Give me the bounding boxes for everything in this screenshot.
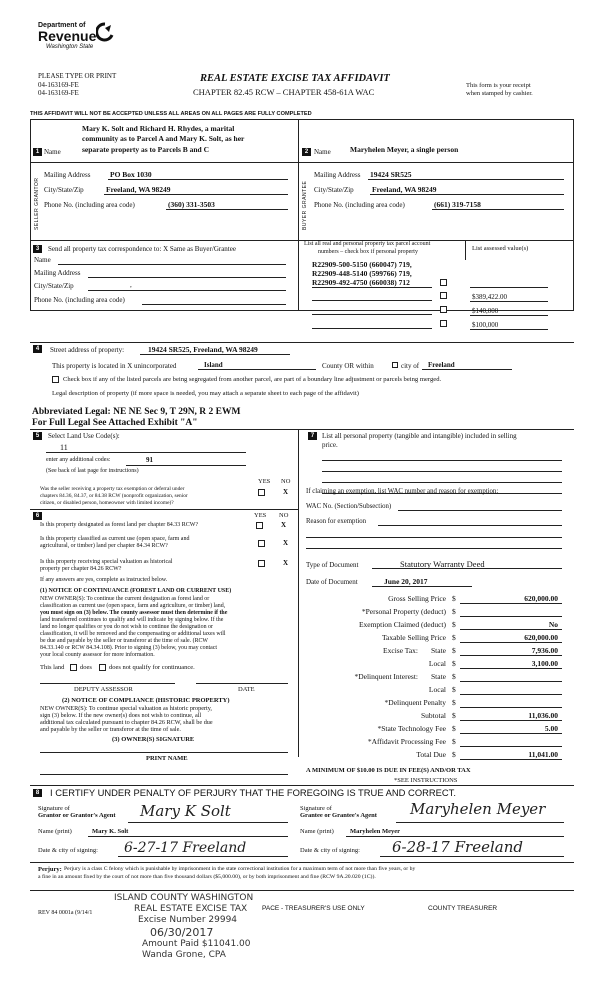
tax-row-value[interactable]: 5.00 bbox=[544, 724, 558, 733]
tax-row-value[interactable]: 3,100.00 bbox=[531, 659, 558, 668]
notice2-line: NEW OWNER(S): To continue special valuation as historic property, bbox=[40, 705, 212, 712]
parties-divider bbox=[298, 119, 299, 240]
tax-row-label: *Personal Property (deduct) bbox=[361, 607, 446, 616]
grantor-sig-of: Signature of bbox=[38, 805, 70, 812]
tax-row-value[interactable]: 620,000.00 bbox=[524, 594, 558, 603]
buyer-mail-label: Mailing Address bbox=[314, 171, 361, 179]
form-code-1: 04-163169-FE bbox=[38, 81, 79, 89]
tax-row-sub: State bbox=[431, 646, 446, 655]
s3-phone-label: Phone No. (including area code) bbox=[34, 296, 125, 304]
tax-row-label: Subtotal bbox=[420, 711, 446, 720]
correspondence-label: Send all property tax correspondence to: X Same as Buyer/Grantee bbox=[48, 245, 236, 253]
tax-row-label: Gross Selling Price bbox=[388, 594, 446, 603]
s3-mail-label: Mailing Address bbox=[34, 269, 81, 277]
perjury-text-2: a fine in an amount fixed by the court of not more than five thousand dollars ($5,000.00), or by both imprisonment and fine (RCW 9A.20.020 (1C)). bbox=[38, 874, 376, 880]
full-legal-note: For Full Legal See Attached Exhibit "A" bbox=[32, 418, 198, 428]
land-use-code[interactable]: 11 bbox=[60, 443, 68, 452]
historic-question-2: property per chapter 84.26 RCW? bbox=[40, 566, 122, 572]
segregated-checkbox[interactable] bbox=[52, 376, 59, 383]
county-label: County OR within bbox=[322, 362, 374, 370]
does-not-checkbox[interactable] bbox=[99, 664, 106, 671]
seller-phone-label: Phone No. (including area code) bbox=[44, 201, 135, 209]
tax-currency: $ bbox=[452, 659, 456, 668]
exemption-yes-checkbox[interactable] bbox=[258, 489, 265, 496]
tax-row-label: Total Due bbox=[416, 750, 446, 759]
seller-mail[interactable]: PO Box 1030 bbox=[110, 170, 152, 179]
logo-line1: Department of bbox=[38, 22, 86, 29]
tax-row-value[interactable]: No bbox=[548, 620, 558, 629]
doc-type-value[interactable]: Statutory Warranty Deed bbox=[400, 559, 485, 569]
tax-currency: $ bbox=[452, 620, 456, 629]
exemption-question-2: chapters 84.36, 84.37, or 84.38 RCW (nonprofit organization, senior bbox=[40, 493, 188, 499]
grantee-name-print[interactable]: Maryhelen Meyer bbox=[350, 828, 400, 835]
historic-yes-checkbox[interactable] bbox=[258, 560, 265, 567]
receipt-note-2: when stamped by cashier. bbox=[466, 90, 533, 97]
parcel-header-2: numbers – check box if personal property bbox=[318, 249, 418, 255]
forest-no-answer[interactable]: X bbox=[281, 521, 287, 529]
yes-header: YES bbox=[258, 478, 271, 485]
assessed-value-1[interactable]: $389,422.00 bbox=[472, 293, 507, 301]
grantor-signature[interactable]: Mary K Solt bbox=[140, 802, 231, 820]
grantee-name-label: Name (print) bbox=[300, 828, 334, 835]
tax-currency: $ bbox=[452, 750, 456, 759]
stamp-line: Amount Paid $11041.00 bbox=[142, 939, 251, 949]
tax-currency: $ bbox=[452, 672, 456, 681]
parcel-2[interactable]: R22909-448-5140 (599766) 719, bbox=[312, 269, 412, 278]
buyer-city-label: City/State/Zip bbox=[314, 186, 354, 194]
s3-city-label: City/State/Zip bbox=[34, 282, 74, 290]
stamp-line: Excise Number 29994 bbox=[138, 915, 238, 925]
section-number: 5 bbox=[33, 432, 42, 440]
parties-hline bbox=[30, 162, 574, 163]
section-number: 2 bbox=[302, 148, 311, 156]
street-address[interactable]: 19424 SR525, Freeland, WA 98249 bbox=[148, 345, 258, 354]
notice1-line: classification, it will be removed and the compensating or additional taxes will bbox=[40, 631, 226, 637]
buyer-mail[interactable]: 19424 SR525 bbox=[370, 170, 412, 179]
parcel-checkbox[interactable] bbox=[440, 320, 447, 327]
parcel-checkbox[interactable] bbox=[440, 306, 447, 313]
this-land-label: This land bbox=[40, 664, 65, 671]
current-use-question-2: agricultural, or timber) land per chapter 84.34 RCW? bbox=[40, 543, 168, 549]
segregated-label: Check box if any of the listed parcels are being segregated from another parcel, are part of a boundary line adjustment or parcels being merged. bbox=[63, 376, 442, 383]
seller-name-label: Name bbox=[44, 148, 61, 156]
current-use-yes-checkbox[interactable] bbox=[258, 540, 265, 547]
additional-codes-label: enter any additional codes: bbox=[46, 457, 111, 463]
city-of-checkbox[interactable] bbox=[392, 362, 398, 368]
reason-label: Reason for exemption bbox=[306, 518, 367, 525]
print-name-label: PRINT NAME bbox=[146, 755, 188, 762]
no-header: NO bbox=[281, 478, 291, 485]
grantee-date-city[interactable]: 6-28-17 Freeland bbox=[392, 838, 523, 856]
owner-signature-label: (3) OWNER(S) SIGNATURE bbox=[112, 736, 195, 743]
notice1-line: be due and payable by the seller or transferor at the time of sale. (RCW bbox=[40, 638, 208, 644]
notice1-line: NEW OWNER(S): To continue the current designation as forest land or bbox=[40, 596, 210, 602]
notice2-line: sign (3) below. If the new owner(s) does not wish to continue, all bbox=[40, 712, 202, 719]
section-number: 6 bbox=[33, 512, 42, 520]
grantor-date-label: Date & city of signing: bbox=[38, 847, 98, 854]
section-number: 7 bbox=[308, 432, 317, 440]
parcel-checkbox[interactable] bbox=[440, 279, 447, 286]
street-label: Street address of property: bbox=[50, 346, 125, 354]
revenue-logo-icon bbox=[96, 22, 114, 42]
perjury-text-1: Perjury is a class C felony which is punishable by imprisonment in the state correctional institution for a maximum term of not more than five years, or by bbox=[64, 866, 416, 872]
tax-currency: $ bbox=[452, 737, 456, 746]
buyer-phone[interactable]: (661) 319-7158 bbox=[434, 200, 481, 209]
buyer-side-label: BUYER GRANTEE bbox=[302, 180, 308, 230]
perjury-label: Perjury: bbox=[38, 866, 62, 873]
tax-currency: $ bbox=[452, 633, 456, 642]
page-subtitle: CHAPTER 82.45 RCW – CHAPTER 458-61A WAC bbox=[193, 87, 375, 97]
county-treasurer-label: COUNTY TREASURER bbox=[428, 905, 498, 912]
section-number: 3 bbox=[33, 245, 42, 253]
notice1-line: 84.33.140 or RCW 84.34.108). Prior to signing (3) below, you may contact bbox=[40, 645, 218, 651]
exemption-no-answer[interactable]: X bbox=[283, 488, 289, 496]
buyer-phone-label: Phone No. (including area code) bbox=[314, 201, 405, 209]
yes-header: YES bbox=[254, 512, 267, 519]
grantee-date-label: Date & city of signing: bbox=[300, 847, 360, 854]
tax-row-sub: State bbox=[431, 672, 446, 681]
notice1-line: you must sign on (3) below. The county assessor must then determine if the bbox=[40, 610, 228, 616]
assessed-value-3[interactable]: $100,000 bbox=[472, 321, 499, 329]
parcel-3[interactable]: R22909-492-4750 (660038) 712 bbox=[312, 278, 410, 287]
land-use-label: Select Land Use Code(s): bbox=[48, 432, 120, 440]
stamp-line: REAL ESTATE EXCISE TAX bbox=[134, 904, 248, 914]
tax-row-label: *State Technology Fee bbox=[377, 724, 446, 733]
current-use-question-1: Is this property classified as current use (open space, farm and bbox=[40, 536, 190, 542]
county-value[interactable]: Island bbox=[204, 361, 223, 369]
stamp-line: 06/30/2017 bbox=[150, 926, 214, 939]
notice2-line: additional tax calculated pursuant to chapter 84.26 RCW, shall be due bbox=[40, 719, 213, 726]
tax-row-label: *Delinquent Penalty bbox=[384, 698, 446, 707]
grantor-name-label: Name (print) bbox=[38, 828, 72, 835]
grantee-signature[interactable]: Maryhelen Meyer bbox=[410, 800, 546, 818]
doc-date-label: Date of Document bbox=[306, 578, 358, 586]
tax-row-label: Taxable Selling Price bbox=[381, 633, 446, 642]
grantee-sig-of: Signature of bbox=[300, 805, 332, 812]
tax-currency: $ bbox=[452, 711, 456, 720]
parcel-1[interactable]: R22909-500-5150 (660047) 719, bbox=[312, 260, 412, 269]
stamp-line: Wanda Grone, CPA bbox=[142, 950, 226, 960]
tax-row-value[interactable]: 11,036.00 bbox=[528, 711, 558, 720]
seller-city[interactable]: Freeland, WA 98249 bbox=[106, 185, 171, 194]
exemption-claim-label: If claiming an exemption, list WAC number and reason for exemption: bbox=[306, 488, 499, 495]
tax-row-sub: Local bbox=[428, 659, 446, 668]
tax-row-sub: Local bbox=[428, 685, 446, 694]
notice1-line: your local county assessor for more information. bbox=[40, 652, 155, 658]
receipt-note-1: This form is your receipt bbox=[466, 82, 531, 89]
seller-name-2: community as to Parcel A and Mary K. Solt, as her bbox=[82, 134, 245, 143]
logo-line2: Revenue bbox=[38, 28, 97, 44]
forest-question: Is this property designated as forest land per chapter 84.33 RCW? bbox=[40, 522, 199, 528]
seller-city-label: City/State/Zip bbox=[44, 186, 84, 194]
doc-type-label: Type of Document bbox=[306, 561, 359, 569]
does-label: does bbox=[80, 664, 92, 671]
assessed-value-2[interactable]: $140,000 bbox=[472, 307, 499, 315]
stamp-line: ISLAND COUNTY WASHINGTON bbox=[114, 893, 254, 903]
wac-label: WAC No. (Section/Subsection) bbox=[306, 503, 392, 510]
parcel-checkbox[interactable] bbox=[440, 292, 447, 299]
does-checkbox[interactable] bbox=[70, 664, 77, 671]
tax-row-value[interactable]: 7,936.00 bbox=[531, 646, 558, 655]
current-use-no-answer[interactable]: X bbox=[283, 539, 289, 547]
tax-row-label: *Delinquent Interest: bbox=[354, 672, 418, 681]
historic-no-answer[interactable]: X bbox=[283, 559, 289, 567]
no-header: NO bbox=[279, 512, 289, 519]
parties-hline2 bbox=[30, 240, 574, 241]
tax-currency: $ bbox=[452, 724, 456, 733]
notice1-line: land no longer qualifies or you do not wish to continue the designation or bbox=[40, 624, 213, 630]
if-yes-note: If any answers are yes, complete as instructed below. bbox=[40, 577, 168, 583]
legal-description-label: Legal description of property (if more space is needed, you may attach a separate sheet to each page of the affidavit) bbox=[52, 390, 359, 397]
date-label: DATE bbox=[238, 686, 255, 693]
grantor-name-print[interactable]: Mary K. Solt bbox=[92, 828, 129, 835]
personal-property-label-1: List all personal property (tangible and intangible) included in selling bbox=[322, 432, 517, 440]
doc-date-value[interactable]: June 20, 2017 bbox=[384, 577, 428, 586]
see-back: (See back of last page for instructions) bbox=[46, 468, 139, 474]
seller-side-label: SELLER GRANTOR bbox=[34, 177, 40, 230]
logo-line3: Washington State bbox=[46, 44, 94, 50]
additional-codes[interactable]: 91 bbox=[146, 456, 153, 464]
s3-name-label: Name bbox=[34, 256, 51, 264]
tax-currency: $ bbox=[452, 607, 456, 616]
notice2-line: and payable by the seller or transferor at the time of sale. bbox=[40, 726, 181, 733]
warning-banner: THIS AFFIDAVIT WILL NOT BE ACCEPTED UNLESS ALL AREAS ON ALL PAGES ARE FULLY COMPLETED bbox=[30, 111, 312, 117]
exemption-question-3: citizen, or disabled person, homeowner with limited income)? bbox=[40, 500, 174, 506]
section-number: 8 bbox=[33, 789, 42, 797]
grantor-date-city[interactable]: 6-27-17 Freeland bbox=[124, 840, 247, 856]
buyer-name[interactable]: Maryhelen Meyer, a single person bbox=[350, 145, 459, 154]
seller-phone[interactable]: (360) 331-3503 bbox=[168, 200, 215, 209]
tax-row-label: Exemption Claimed (deduct) bbox=[358, 620, 446, 629]
parcel-header-1: List all real and personal property tax parcel account bbox=[304, 241, 431, 247]
section-number: 4 bbox=[33, 345, 42, 353]
seller-mail-label: Mailing Address bbox=[44, 171, 91, 179]
minimum-due-note: A MINIMUM OF $10.00 IS DUE IN FEE(S) AND/OR TAX bbox=[306, 767, 471, 774]
does-not-label: does not qualify for continuance. bbox=[109, 664, 195, 671]
exemption-question-1: Was the seller receiving a property tax exemption or deferral under bbox=[40, 486, 185, 492]
abbreviated-legal: Abbreviated Legal: NE NE Sec 9, T 29N, R 2 EWM bbox=[32, 407, 241, 417]
tax-currency: $ bbox=[452, 698, 456, 707]
notice2-title: (2) NOTICE OF COMPLIANCE (HISTORIC PROPERTY) bbox=[62, 697, 230, 704]
rev-code: REV 84 0001a (9/14/1 bbox=[38, 910, 93, 916]
city-of-label: city of bbox=[401, 362, 420, 370]
tax-currency: $ bbox=[452, 646, 456, 655]
deputy-assessor-label: DEPUTY ASSESSOR bbox=[74, 686, 133, 693]
city-value[interactable]: Freeland bbox=[428, 361, 455, 369]
tax-currency: $ bbox=[452, 685, 456, 694]
forest-yes-checkbox[interactable] bbox=[256, 522, 263, 529]
certify-statement: I CERTIFY UNDER PENALTY OF PERJURY THAT THE FOREGOING IS TRUE AND CORRECT. bbox=[50, 787, 456, 798]
treasurer-use-label: PACE - TREASURER'S USE ONLY bbox=[262, 905, 365, 912]
notice1-title: (1) NOTICE OF CONTINUANCE (FOREST LAND OR CURRENT USE) bbox=[40, 588, 232, 594]
form-code-2: 04-163169-FE bbox=[38, 89, 79, 97]
tax-row-value[interactable]: 11,041.00 bbox=[528, 750, 558, 759]
notice1-line: land transferred continues to qualify and will indicate by signing below. If the bbox=[40, 617, 224, 623]
assessed-header: List assessed value(s) bbox=[472, 245, 529, 252]
grantor-agent-label: Grantor or Grantor's Agent bbox=[38, 812, 116, 819]
historic-question-1: Is this property receiving special valuation as historical bbox=[40, 559, 173, 565]
located-label: This property is located in X unincorporated bbox=[52, 362, 177, 370]
tax-row-label: *Affidavit Processing Fee bbox=[367, 737, 446, 746]
seller-name-1: Mary K. Solt and Richard H. Rhydes, a marital bbox=[82, 124, 235, 133]
please-type: PLEASE TYPE OR PRINT bbox=[38, 72, 117, 80]
tax-currency: $ bbox=[452, 594, 456, 603]
grantee-agent-label: Grantee or Grantee's Agent bbox=[300, 812, 377, 819]
seller-name-3: separate property as to Parcels B and C bbox=[82, 145, 210, 154]
section-number: 1 bbox=[33, 148, 42, 156]
tax-row-value[interactable]: 620,000.00 bbox=[524, 633, 558, 642]
s3-city-value[interactable]: , bbox=[130, 281, 132, 289]
tax-row-label: Excise Tax: bbox=[383, 646, 418, 655]
personal-property-label-2: price. bbox=[322, 441, 338, 449]
page-title: REAL ESTATE EXCISE TAX AFFIDAVIT bbox=[200, 73, 390, 84]
see-instructions: *SEE INSTRUCTIONS bbox=[394, 777, 458, 784]
buyer-city[interactable]: Freeland, WA 98249 bbox=[372, 185, 437, 194]
notice1-line: classification as current use (open space, farm and agriculture, or timber) land, bbox=[40, 603, 226, 609]
buyer-name-label: Name bbox=[314, 148, 331, 156]
